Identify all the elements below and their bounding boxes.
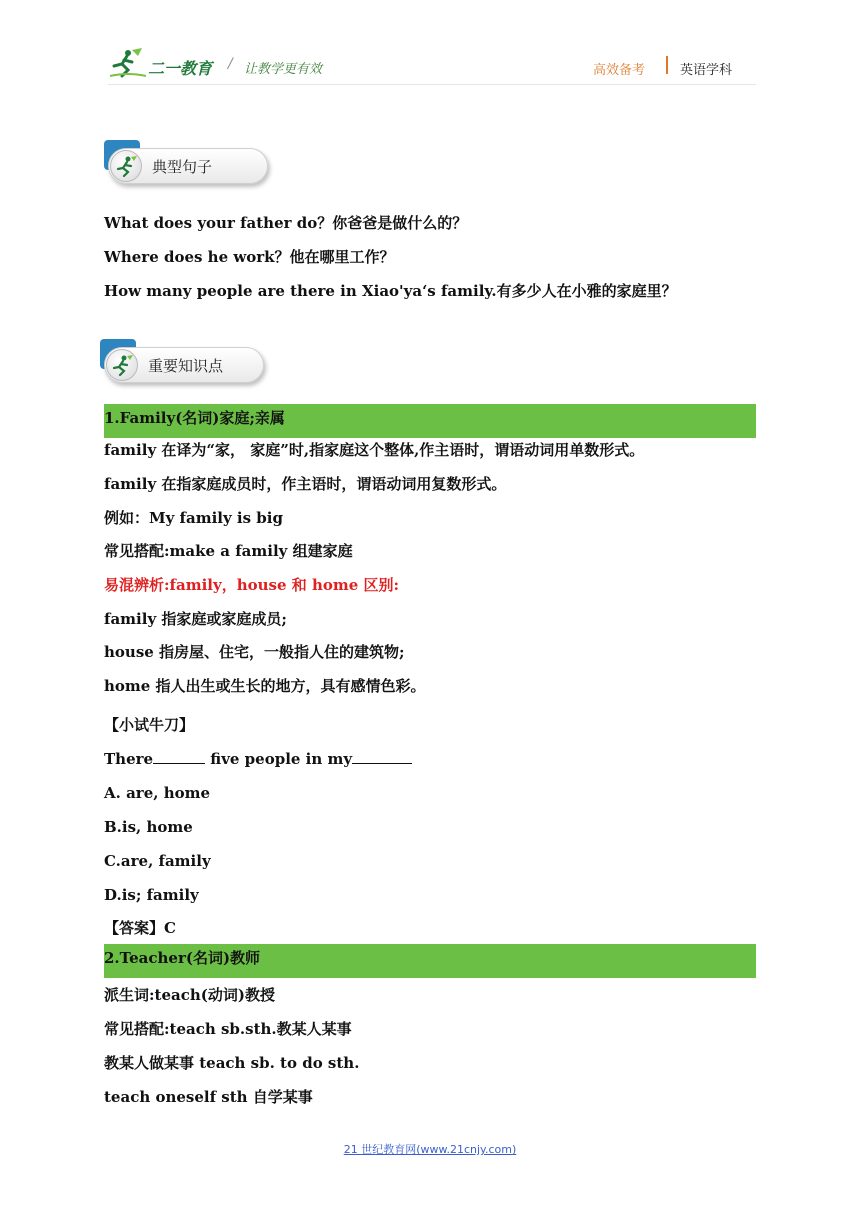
point-heading-bar [104,404,756,438]
footer-link[interactable]: 21 世纪教育网(www.21cnjy.com) [343,1143,517,1156]
sentence-2: Where does he work？他在哪里工作？ [104,248,395,266]
header-left-label: 高效备考 [593,63,646,78]
point1-line-4: 常见搭配:make a family 组建家庭 [104,542,353,560]
point1-line-2: family 在指家庭成员时，作主语时，谓语动词用复数形式。 [104,475,507,493]
sentence-3: How many people are there in Xiao'ya‘s family.有多少人在小雅的家庭里？ [104,282,677,300]
point2-line-3: 教某人做某事 teach sb. to do sth. [104,1054,360,1072]
quiz-question-part-2: five people in my [205,750,353,768]
option-d: D.is; family [104,886,199,904]
confusion-title: 易混辨析:family，house 和 home 区别: [104,576,400,594]
quiz-title: 【小试牛刀】 [104,716,195,734]
option-c: C.are, family [104,852,211,870]
point2-line-2: 常见搭配:teach sb.sth.教某人某事 [104,1020,352,1038]
point1-line-3: 例如：My family is big [104,509,283,527]
point-heading: 2.Teacher(名词)教师 [104,949,261,967]
slogan: 让教学更有效 [244,62,323,77]
section-title: 重要知识点 [148,357,224,375]
section-title: 典型句子 [152,158,213,176]
section-heading-sentences [104,148,269,186]
section-heading-key-points [100,347,265,385]
sentence-1: What does your father do？你爸爸是做什么的？ [104,214,468,232]
header-slash: / [228,56,233,72]
confusion-line-3: home 指人出生或生长的地方，具有感情色彩。 [104,677,426,695]
point-heading: 1.Family(名词)家庭;亲属 [104,409,285,427]
confusion-line-2: house 指房屋、住宅，一般指人住的建筑物; [104,643,405,661]
answer: 【答案】C [104,919,176,937]
header-subject-label: 英语学科 [680,63,733,78]
option-b: B.is, home [104,818,193,836]
point2-line-1: 派生词:teach(动词)教授 [104,986,275,1004]
quiz-question [104,749,412,769]
runner-logo-icon [108,46,148,80]
runner-icon [110,150,142,182]
header-rule [108,84,756,85]
quiz-question-part-1: There [104,750,154,768]
blank-2 [352,749,412,764]
confusion-line-1: family 指家庭或家庭成员; [104,610,287,628]
point1-line-1: family 在译为“家， 家庭”时,指家庭这个整体,作主语时，谓语动词用单数形式。 [104,441,645,459]
runner-icon [106,349,138,381]
header-divider [666,56,668,74]
option-a: A. are, home [104,784,211,802]
point2-line-4: teach oneself sth 自学某事 [104,1088,313,1106]
point-heading-bar [104,944,756,978]
blank-1 [153,749,205,764]
logo-text: 二一教育 [148,59,213,78]
